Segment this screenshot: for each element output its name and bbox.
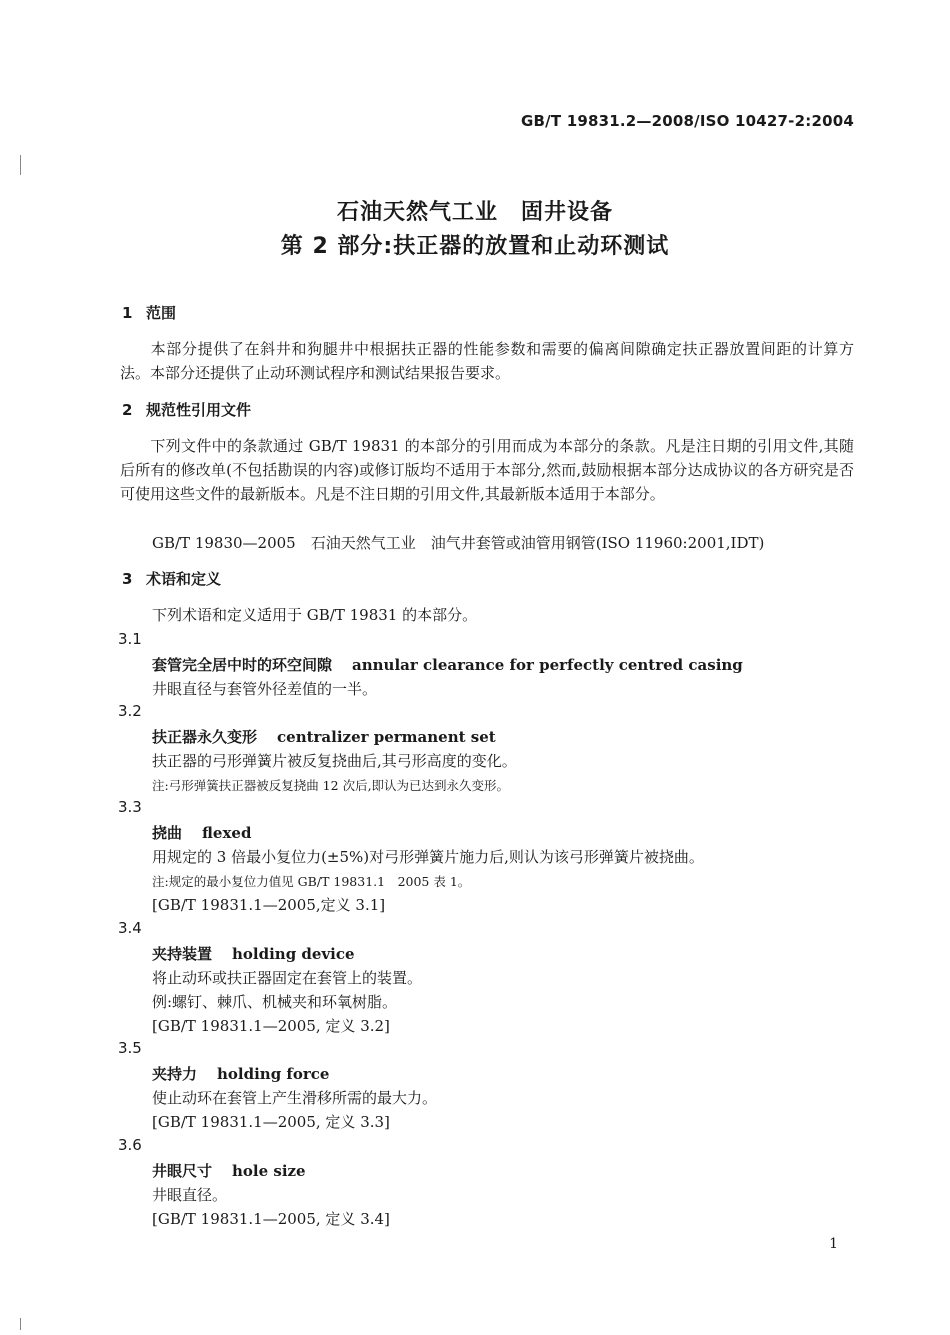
term-title (152, 726, 496, 747)
section-number: 3 (122, 570, 133, 588)
binding-margin-mark (20, 1318, 21, 1330)
term-number: 3.2 (118, 702, 142, 720)
term-zh: 套管完全居中时的环空间隙 (152, 656, 333, 674)
term-source-ref: [GB/T 19831.1—2005, 定义 3.4] (152, 1210, 390, 1228)
section-heading-terms-definitions (122, 568, 221, 589)
term-note: 注:弓形弹簧扶正器被反复挠曲 12 次后,即认为已达到永久变形。 (152, 778, 510, 793)
standard-code-header: GB/T 19831.2—2008/ISO 10427-2:2004 (521, 112, 854, 130)
term-en: flexed (202, 824, 252, 842)
term-number: 3.5 (118, 1039, 142, 1057)
terms-intro: 下列术语和定义适用于 GB/T 19831 的本部分。 (152, 606, 478, 624)
document-title-line2: 第 2 部分:扶正器的放置和止动环测试 (280, 234, 670, 259)
term-source-ref: [GB/T 19831.1—2005, 定义 3.2] (152, 1017, 390, 1035)
term-title (152, 943, 355, 964)
term-definition: 使止动环在套管上产生滑移所需的最大力。 (152, 1089, 438, 1107)
term-zh: 夹持力 (152, 1065, 198, 1083)
term-title (152, 654, 743, 675)
binding-margin-mark (20, 155, 21, 175)
term-number: 3.4 (118, 919, 142, 937)
term-number: 3.3 (118, 798, 142, 816)
term-title (152, 1063, 329, 1084)
term-title (152, 822, 251, 843)
term-example: 例:螺钉、棘爪、机械夹和环氧树脂。 (152, 993, 398, 1011)
term-zh: 夹持装置 (152, 945, 213, 963)
term-en: holding device (232, 945, 355, 963)
term-definition: 井眼直径。 (152, 1186, 228, 1204)
term-title (152, 1160, 306, 1181)
document-title-line1: 石油天然气工业 固井设备 (336, 200, 613, 225)
page-number: 1 (829, 1236, 838, 1252)
reference-entry: GB/T 19830—2005 石油天然气工业 油气井套管或油管用钢管(ISO 11960:2001,IDT) (152, 534, 765, 552)
term-zh: 扶正器永久变形 (152, 728, 258, 746)
term-en: annular clearance for perfectly centred casing (352, 656, 743, 674)
term-en: holding force (217, 1065, 330, 1083)
term-source-ref: [GB/T 19831.1—2005,定义 3.1] (152, 896, 386, 914)
section-number: 2 (122, 401, 133, 419)
term-note: 注:规定的最小复位力值见 GB/T 19831.1 2005 表 1。 (152, 874, 471, 889)
normative-references-paragraph (120, 434, 854, 506)
normative-references-text: 下列文件中的条款通过 GB/T 19831 的本部分的引用而成为本部分的条款。凡是注日期的引用文件,其随后所有的修改单(不包括勘误的内容)或修订版均不适用于本部分,然而,鼓励根据本部分达成协议的各方研究是否可使用这些文件的最新版本。凡是不注日期的引用文件,其最新版本适用于本部分。 (120, 437, 854, 503)
term-en: centralizer permanent set (277, 728, 496, 746)
term-number: 3.1 (118, 630, 142, 648)
term-definition: 扶正器的弓形弹簧片被反复挠曲后,其弓形高度的变化。 (152, 752, 517, 770)
section-number: 1 (122, 304, 133, 322)
term-source-ref: [GB/T 19831.1—2005, 定义 3.3] (152, 1113, 390, 1131)
term-zh: 井眼尺寸 (152, 1162, 213, 1180)
section-heading-scope (122, 302, 176, 323)
term-definition: 将止动环或扶正器固定在套管上的装置。 (152, 969, 423, 987)
term-definition: 用规定的 3 倍最小复位力(±5%)对弓形弹簧片施力后,则认为该弓形弹簧片被挠曲。 (152, 848, 704, 866)
section-heading-normative-references (122, 399, 251, 420)
scope-text: 本部分提供了在斜井和狗腿井中根据扶正器的性能参数和需要的偏离间隙确定扶正器放置间距的计算方法。本部分还提供了止动环测试程序和测试结果报告要求。 (120, 340, 854, 382)
section-title: 规范性引用文件 (146, 401, 252, 419)
scope-paragraph (120, 337, 854, 385)
term-number: 3.6 (118, 1136, 142, 1154)
section-title: 术语和定义 (146, 570, 222, 588)
section-title: 范围 (146, 304, 177, 322)
term-zh: 挠曲 (152, 824, 183, 842)
term-en: hole size (232, 1162, 306, 1180)
term-definition: 井眼直径与套管外径差值的一半。 (152, 680, 378, 698)
